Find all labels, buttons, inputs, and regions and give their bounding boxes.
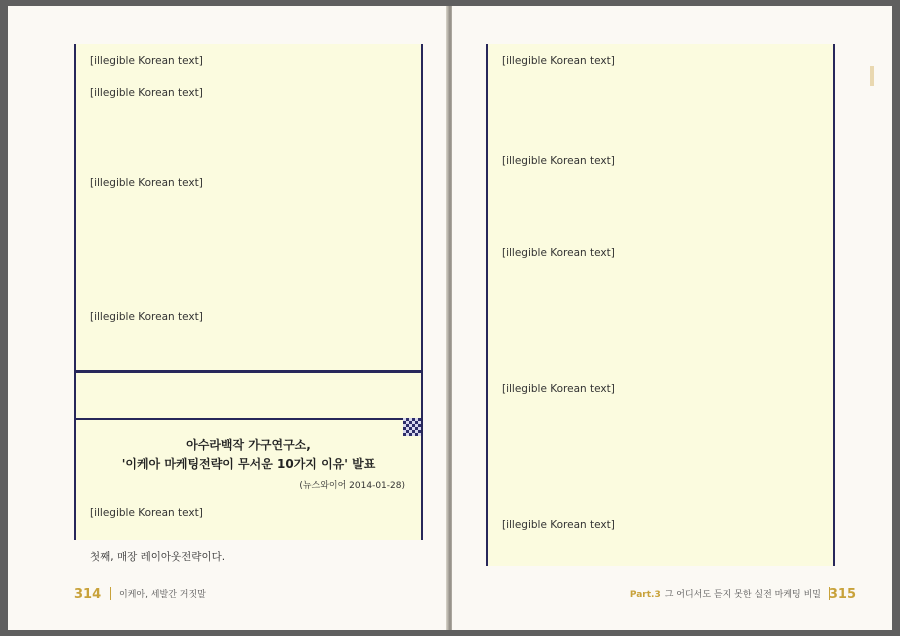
page-number-left: 314 bbox=[74, 587, 102, 602]
footer-part-label: Part.3 bbox=[629, 590, 661, 600]
right-paragraph-3: [illegible Korean text] bbox=[502, 247, 615, 259]
page-number-right: 315 bbox=[828, 587, 856, 602]
press-release-title-line-2: '이케아 마케팅전략이 무서운 10가지 이유' 발표 bbox=[121, 457, 376, 471]
section-rule bbox=[76, 370, 421, 373]
right-paragraph-5: [illegible Korean text] bbox=[502, 519, 615, 531]
left-paragraph-1: [illegible Korean text] bbox=[90, 55, 203, 67]
press-release-title-line-1: 아수라백작 가구연구소, bbox=[186, 438, 311, 452]
margin-mark bbox=[870, 66, 874, 86]
right-paragraph-2: [illegible Korean text] bbox=[502, 155, 615, 167]
right-column bbox=[486, 44, 835, 566]
book-spread bbox=[8, 6, 892, 630]
press-release-paragraph-1: [illegible Korean text] bbox=[90, 507, 203, 519]
running-footer-right bbox=[630, 587, 830, 600]
left-paragraph-3: [illegible Korean text] bbox=[90, 177, 203, 189]
press-release-source: (뉴스와이어 2014-01-28) bbox=[299, 481, 405, 491]
running-footer-left: 이케아, 세발간 거짓말 bbox=[110, 587, 206, 600]
right-paragraph-1: [illegible Korean text] bbox=[502, 55, 615, 67]
press-release-paragraph-2: 첫째, 매장 레이아웃전략이다. bbox=[90, 551, 226, 563]
left-paragraph-2: [illegible Korean text] bbox=[90, 87, 203, 99]
footer-title: 그 어디서도 듣지 못한 실전 마케팅 비밀 bbox=[664, 590, 821, 600]
left-page bbox=[8, 6, 448, 630]
right-paragraph-4: [illegible Korean text] bbox=[502, 383, 615, 395]
checker-decoration-icon bbox=[403, 418, 421, 436]
press-release-box bbox=[76, 418, 421, 563]
press-release-title bbox=[96, 436, 401, 474]
left-column bbox=[74, 44, 423, 563]
right-page bbox=[452, 6, 892, 630]
left-paragraph-4: [illegible Korean text] bbox=[90, 311, 203, 323]
